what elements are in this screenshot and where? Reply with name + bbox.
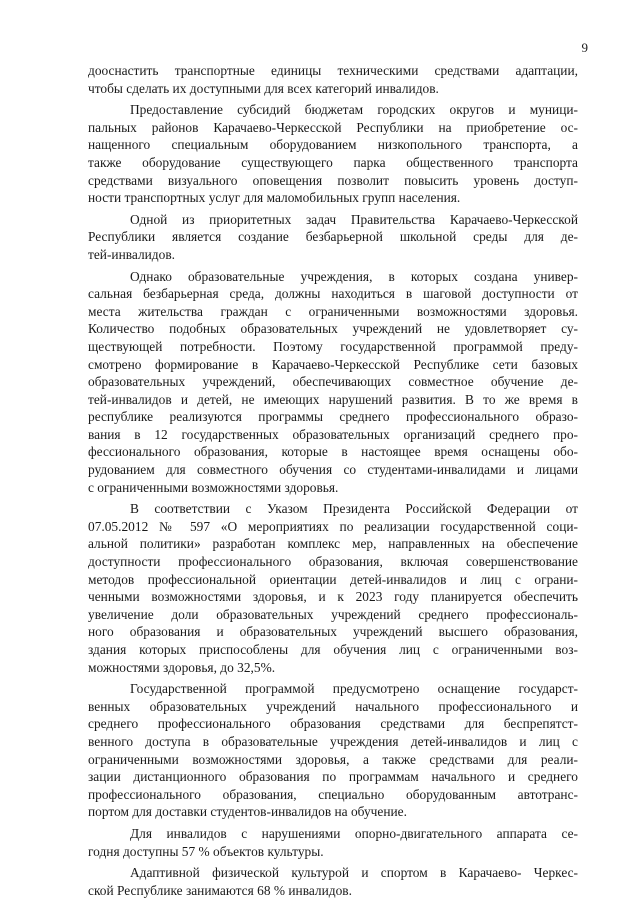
text-line: альной политики» разработан комплекс мер, направленных на обеспечение bbox=[88, 536, 578, 552]
text-line: рудованием для совместного обучения со студентами-инвалидами и лицами bbox=[88, 462, 578, 478]
text-line: республике реализуются программы среднего профессионального образо- bbox=[88, 409, 578, 425]
text-line: сальная безбарьерная среда, должны находиться в шаговой доступности от bbox=[88, 286, 578, 302]
text-line: также оборудование существующего парка общественного транспорта bbox=[88, 154, 578, 170]
text-line: ченными возможностями здоровья, и к 2023 году планируется обеспечить bbox=[88, 589, 578, 605]
paragraph bbox=[88, 101, 578, 207]
text-line: чтобы сделать их доступными для всех категорий инвалидов. bbox=[88, 80, 439, 96]
body-text bbox=[88, 62, 578, 903]
text-line: вания в 12 государственных образовательных организаций среднего про- bbox=[88, 426, 578, 442]
text-line: среднего профессионального образования средствами для беспрепятст- bbox=[88, 716, 578, 732]
text-line: Государственной программой предусмотрено оснащение государст- bbox=[130, 681, 578, 697]
text-line: тей-инвалидов. bbox=[88, 246, 175, 262]
paragraph bbox=[88, 62, 578, 97]
text-line: тей-инвалидов и детей, не имеющих нарушений развития. В то же время в bbox=[88, 391, 578, 407]
paragraph bbox=[88, 680, 578, 821]
text-line: 07.05.2012 № 597 «О мероприятиях по реализации государственной соци- bbox=[88, 518, 578, 534]
text-line: годня доступны 57 % объектов культуры. bbox=[88, 843, 324, 859]
text-line: образовательных учреждений, обеспечивающих совместное обучение де- bbox=[88, 374, 578, 390]
text-line: ограниченными возможностями здоровья, а также средствами для реали- bbox=[88, 751, 578, 767]
page-number: 9 bbox=[581, 40, 588, 55]
text-line: пальных районов Карачаево-Черкесской Республики на приобретение ос- bbox=[88, 119, 578, 135]
paragraph bbox=[88, 211, 578, 264]
text-line: В соответствии с Указом Президента Российской Федерации от bbox=[130, 501, 578, 517]
text-line: можностями здоровья, до 32,5%. bbox=[88, 659, 276, 675]
text-line: Однако образовательные учреждения, в которых создана универ- bbox=[130, 268, 578, 284]
text-line: с ограниченными возможностями здоровья. bbox=[88, 479, 339, 495]
paragraph bbox=[88, 825, 578, 860]
text-line: смотрено формирование в Карачаево-Черкесской Республике сети базовых bbox=[88, 356, 578, 372]
text-line: Предоставление субсидий бюджетам городских округов и муници- bbox=[130, 102, 578, 118]
text-line: увеличение доли образовательных учреждений среднего профессиональ- bbox=[88, 606, 578, 622]
text-line: Количество подобных образовательных учреждений не удовлетворяет су- bbox=[88, 321, 578, 337]
text-line: дооснастить транспортные единицы техническими средствами адаптации, bbox=[88, 63, 578, 78]
text-line: Одной из приоритетных задач Правительства Карачаево-Черкесской bbox=[130, 211, 578, 227]
text-line: средствами визуального оповещения позволит повысить уровень доступ- bbox=[88, 172, 578, 188]
text-line: венного доступа в образовательные учреждения детей-инвалидов и лиц с bbox=[88, 733, 578, 749]
text-line: зации дистанционного образования по программам начального и среднего bbox=[88, 769, 578, 785]
text-line: ного образования и образовательных учреждений высшего образования, bbox=[88, 624, 578, 640]
text-line: методов профессиональной ориентации детей-инвалидов и лиц с ограни- bbox=[88, 571, 578, 587]
text-line: профессионального образования, специально оборудованным автотранс- bbox=[88, 786, 578, 802]
text-line: Для инвалидов с нарушениями опорно-двигательного аппарата се- bbox=[130, 825, 578, 841]
text-line: ности транспортных услуг для маломобильных групп населения. bbox=[88, 190, 461, 206]
text-line: фессионального образования, которые в настоящее время оснащены обо- bbox=[88, 444, 578, 460]
text-line: ской Республике занимаются 68 % инвалидов. bbox=[88, 882, 352, 898]
text-line: нащенного специальным оборудованием низкопольного транспорта, а bbox=[88, 137, 578, 153]
text-line: Адаптивной физической культурой и спортом в Карачаево- Черкес- bbox=[130, 865, 578, 881]
text-line: Республики является создание безбарьерной школьной среды для де- bbox=[88, 229, 578, 245]
paragraph bbox=[88, 864, 578, 899]
paragraph bbox=[88, 500, 578, 676]
text-line: доступности профессионального образования, включая совершенствование bbox=[88, 554, 578, 570]
text-line: здания которых приспособлены для обучения лиц с ограниченными воз- bbox=[88, 642, 578, 657]
text-line: ществующей потребности. Поэтому государственной программой преду- bbox=[88, 338, 578, 354]
paragraph bbox=[88, 268, 578, 497]
text-line: венных образовательных учреждений начального профессионального и bbox=[88, 698, 578, 714]
text-line: портом для доставки студентов-инвалидов на обучение. bbox=[88, 804, 407, 820]
text-line: места жительства граждан с ограниченными возможностями здоровья. bbox=[88, 303, 578, 319]
